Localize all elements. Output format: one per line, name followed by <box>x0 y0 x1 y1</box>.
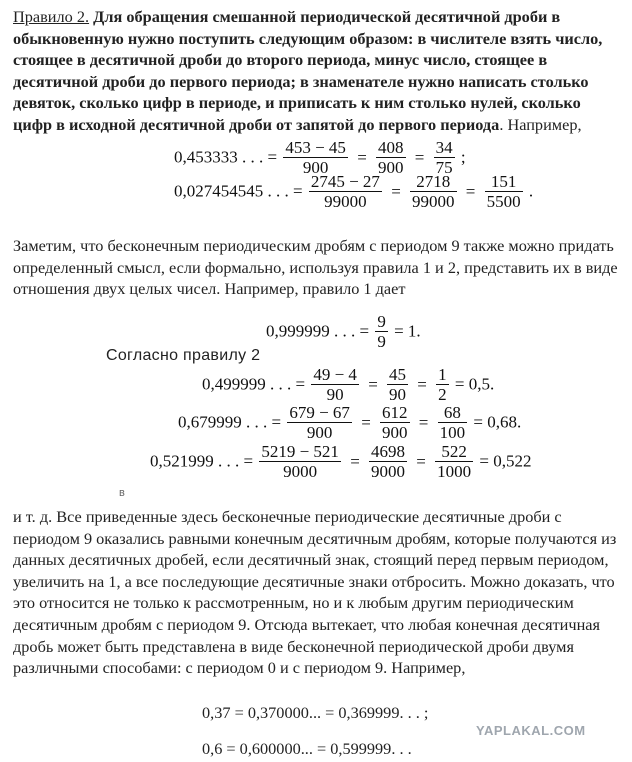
numerator: 68 <box>438 403 468 423</box>
numerator: 9 <box>377 312 386 331</box>
fraction <box>259 442 341 481</box>
formula-lead: 0,027454545 . . . = <box>174 181 303 201</box>
numerator: 2745 − 27 <box>310 172 380 191</box>
denominator: 900 <box>302 158 329 177</box>
fraction <box>369 442 407 481</box>
numerator: 49 − 4 <box>313 365 357 384</box>
numerator: 34 <box>435 138 453 157</box>
denominator: 100 <box>439 423 466 442</box>
rule-statement: Для обращения смешанной периодической десятичной дроби в обыкновенную нужно поступить следующим образом: в числителе взять число, стоящее в десятичной дроби до второго периода, минус число, стоящее в десятичной дроби до первого периода; в знаменателе нужно написать столько девяток, сколько цифр в периоде, и приписать к ним столько нулей, сколько цифр в исходной десятичной дроби от запятой до первого периода <box>13 7 603 134</box>
denominator: 99000 <box>412 192 455 211</box>
denominator: 9000 <box>283 462 318 481</box>
denominator: 900 <box>378 158 404 177</box>
paragraph-conclusion: и т. д. Все приведенные здесь бесконечные периодические десятичные дроби с периодом 9 оказались равными конечным десятичным дробям, которые получаются из данных десятичных дробей, если десятичный знак, стоящий перед первым периодом, увеличить на 1, а все последующие десятичные знаки отбросить. Можно доказать, что это относится не только к рассмотренным, но и к любым другим периодическим десятичным дробям с периодом 9. Отсюда вытекает, что любая конечная десятичная дробь может быть представлена в виде бесконечной периодической дроби двумя различными способами: с периодом 0 и с периодом 9. Например, <box>13 507 617 678</box>
fraction <box>311 365 359 404</box>
numerator: 1 <box>438 365 447 384</box>
example-formula-4: 0,499999 . . . = $\frac{49 - 4}{90}$ = $\frac{45}{90}$ = $\frac{1}{2}$ = 0,5. <box>202 365 495 404</box>
rule-paragraph <box>13 6 618 136</box>
formula-end: = 0,5. <box>454 374 495 394</box>
formula-end: = 0,68. <box>473 412 522 432</box>
site-watermark: YAPLAKAL.COM <box>476 723 586 738</box>
denominator: 99000 <box>324 192 367 211</box>
fraction <box>309 172 382 211</box>
formula-end: = 1. <box>394 321 421 341</box>
fraction <box>438 403 468 442</box>
denominator: 900 <box>306 423 333 442</box>
example-formula-3 <box>266 312 421 351</box>
numerator: 2718 <box>410 172 457 192</box>
rule-tail: . Например, <box>499 114 582 134</box>
fraction <box>435 442 473 481</box>
numerator: 4698 <box>371 442 406 461</box>
denominator: 9000 <box>371 462 406 481</box>
formula-lead: 0,679999 . . . = <box>178 412 282 432</box>
numerator: 45 <box>389 365 407 384</box>
fraction <box>380 403 410 442</box>
paragraph-period-nine: Заметим, что бесконечным периодическим дробям с периодом 9 также можно придать определенный смысл, если формально, используя правила 1 и 2, представить их в виде отношения двух целых чисел. Например, правило 1 дает <box>13 236 618 299</box>
final-example-1: 0,37 = 0,370000... = 0,369999. . . ; <box>202 703 429 722</box>
numerator: 151 <box>485 172 523 192</box>
formula-lead: 0,499999 . . . = <box>202 374 306 394</box>
example-formula-6: 0,521999 . . . = $\frac{5219 - 521}{9000}$ = $\frac{4698}{9000}$ = $\frac{522}{1000}$ = 0,522 <box>150 442 532 481</box>
formula-lead: 0,521999 . . . = <box>150 451 254 471</box>
final-example-2: 0,6 = 0,600000... = 0,599999. . . <box>202 739 412 758</box>
denominator: 90 <box>389 385 407 404</box>
example-formula-1: 0,453333 . . . = $\frac{453 - 45}{900}$ = $\frac{408}{900}$ = $\frac{34}{75}$ ; <box>174 138 466 177</box>
numerator: 5219 − 521 <box>261 442 339 461</box>
fraction <box>410 172 457 211</box>
fraction <box>485 172 523 211</box>
formula-end: ; <box>460 147 466 167</box>
denominator: 2 <box>438 385 447 404</box>
denominator: 1000 <box>437 462 472 481</box>
denominator: 9 <box>377 332 386 351</box>
numerator: 408 <box>378 138 404 157</box>
rule-label: Правило 2. <box>13 7 90 26</box>
denominator: 900 <box>382 423 408 442</box>
formula-end: . <box>528 181 534 201</box>
fraction <box>436 365 449 404</box>
example-formula-2: 0,027454545 . . . = $\frac{2745 - 27}{99000}$ = $\frac{2718}{99000}$ = $\frac{151}{5500}$ . <box>174 172 534 211</box>
fraction <box>387 365 408 404</box>
denominator: 75 <box>435 158 453 177</box>
scan-artifact-letter: в <box>119 487 125 499</box>
fraction <box>375 312 388 351</box>
fraction <box>287 403 352 442</box>
formula-lead: 0,999999 . . . = <box>266 321 370 341</box>
denominator: 5500 <box>486 192 521 211</box>
denominator: 90 <box>326 385 344 404</box>
section-heading: Согласно правилу 2 <box>106 347 261 364</box>
formula-lead: 0,453333 . . . = <box>174 147 278 167</box>
numerator: 679 − 67 <box>289 403 350 422</box>
formula-end: = 0,522 <box>479 451 532 471</box>
numerator: 522 <box>435 442 473 462</box>
numerator: 453 − 45 <box>285 138 346 157</box>
numerator: 612 <box>382 403 408 422</box>
example-formula-5: 0,679999 . . . = $\frac{679 - 67}{900}$ = $\frac{612}{900}$ = $\frac{68}{100}$ = 0,68. <box>178 403 522 442</box>
